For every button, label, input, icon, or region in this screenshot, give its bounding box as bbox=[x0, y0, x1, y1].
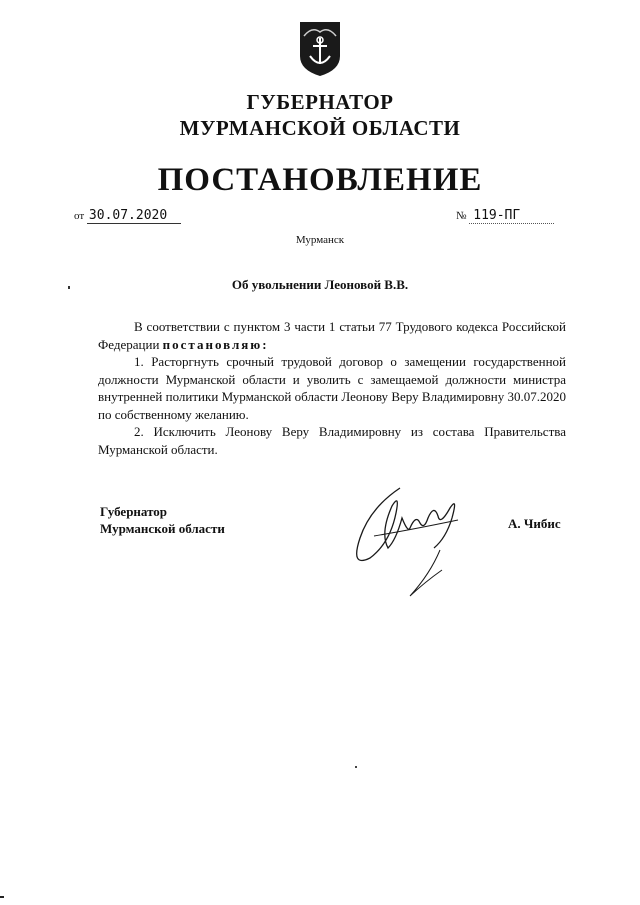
org-title-line2: МУРМАНСКОЙ ОБЛАСТИ bbox=[179, 116, 461, 140]
org-title-line1: ГУБЕРНАТОР bbox=[246, 90, 394, 114]
signatory-name: А. Чибис bbox=[508, 516, 561, 531]
document-number: 119-ПГ bbox=[469, 208, 554, 224]
handwritten-signature bbox=[330, 478, 480, 608]
signatory-title-line2: Мурманской области bbox=[100, 521, 225, 536]
document-body bbox=[98, 318, 566, 458]
document-number-row bbox=[456, 208, 554, 223]
para1-text: В соответствии с пунктом 3 части 1 статьи 77 Трудового кодекса Российской Федерации bbox=[98, 319, 566, 352]
body-item-2: 2. Исключить Леонову Веру Владимировну из состава Правительства Мурманской области. bbox=[98, 424, 566, 457]
body-item-1: 1. Расторгнуть срочный трудовой договор о замещении государственной должности Мурманской области и уволить с замещаемой должности министра внутренней политики Мурманской области Леонову Веру Владимировну 30.07.2020 по собственному желанию. bbox=[98, 354, 566, 422]
document-date-row bbox=[74, 208, 181, 223]
city-name: Мурманск bbox=[295, 234, 345, 246]
signatory-title-line1: Губернатор bbox=[100, 504, 168, 519]
decree-keyword: постановляю: bbox=[162, 336, 269, 352]
date-prefix: от bbox=[74, 210, 85, 222]
document-type-title: ПОСТАНОВЛЕНИЕ bbox=[157, 162, 483, 198]
signatory-title bbox=[100, 503, 225, 537]
document-subject: Об увольнении Леоновой В.В. bbox=[231, 277, 409, 292]
number-prefix: № bbox=[456, 210, 467, 222]
scan-speck bbox=[355, 766, 357, 768]
document-date: 30.07.2020 bbox=[87, 208, 181, 224]
murmansk-coat-of-arms-icon bbox=[296, 18, 344, 78]
scan-speck bbox=[68, 286, 70, 289]
scan-speck bbox=[0, 896, 4, 898]
body-paragraph-1 bbox=[98, 318, 566, 353]
